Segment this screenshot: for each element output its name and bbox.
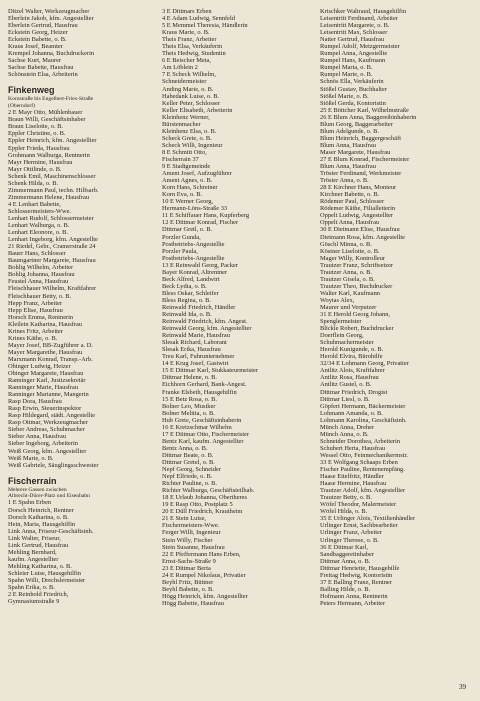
directory-entry: Dittmar Henriette, Hausgehilfe bbox=[320, 564, 400, 572]
directory-entry: Lenhart Walburga, o. B. bbox=[8, 222, 70, 230]
directory-entry: Marxmann Konrad, Transp.-Arb. bbox=[8, 355, 93, 363]
directory-entry: Reinwald Marie, Hausfrau bbox=[162, 332, 230, 340]
directory-entry: Wöfel Hilda, o. B. bbox=[320, 508, 368, 516]
directory-entry: Beyhl Fritz, Büttner bbox=[162, 578, 214, 586]
directory-entry: Ament Agnes, o. B. bbox=[162, 177, 213, 185]
directory-entry: Balling Hilde, o. B. bbox=[320, 585, 371, 593]
directory-entry: Blum Adelgunde, o. B. bbox=[320, 127, 379, 135]
directory-entry: 11 E Schiffauer Hans, Kupferberg bbox=[162, 212, 250, 220]
directory-entry: Mager Willy, Kontrolleur bbox=[320, 254, 386, 262]
directory-entry: Hepp Elise, Hausfrau bbox=[8, 306, 63, 314]
directory-entry: 8 E Schmitt Otto, bbox=[162, 148, 207, 156]
directory-entry: Rumpel Marie, o. B. bbox=[320, 71, 373, 79]
directory-entry: Hein, Maria, Hausgehilfin bbox=[8, 520, 76, 528]
directory-entry: Freitag Hedwig, Kontoristin bbox=[320, 571, 393, 579]
directory-entry: Theis Elsa, Verkäuferin bbox=[162, 43, 223, 51]
directory-entry: Ranninger Karl, Justizsekretär bbox=[8, 377, 86, 385]
directory-entry: Dittmar Helene, o. B. bbox=[162, 374, 218, 382]
directory-entry: Maurer und Verputzer bbox=[320, 303, 377, 311]
directory-entry: Nepf Elfriede, o. B. bbox=[162, 473, 213, 481]
directory-entry: Oppelt Anna, Hausfrau bbox=[320, 219, 380, 227]
directory-entry: Fleischhauer Betty, o. B. bbox=[8, 292, 72, 300]
directory-entry: Wöfel Theodor, Malermeister bbox=[320, 501, 397, 509]
directory-entry: 4 E Adam Ludwig, Sennfeld bbox=[162, 15, 235, 23]
directory-entry: Leisentritt Max, Schlosser bbox=[320, 29, 388, 37]
directory-entry: Bless Oskar, Schleifer bbox=[162, 289, 219, 297]
directory-entry: Antlitz Gustel, o. B. bbox=[320, 381, 372, 389]
directory-entry: Dittmar Liesl, o. B. bbox=[320, 395, 370, 403]
directory-entry: Ferger Willi, Ingenieur bbox=[162, 529, 221, 537]
directory-entry: Reinwald Georg, kfm. Angestellter bbox=[162, 325, 252, 333]
directory-entry: 14 E Krug Josef, Gastwirt bbox=[162, 360, 229, 368]
directory-entry: 30 E Dietmann Elise, Hausfrau bbox=[320, 226, 400, 234]
directory-entry: Dittmar Friedrich, Drogist bbox=[320, 388, 388, 396]
directory-entry: Anding Marie, o. B. bbox=[162, 85, 214, 93]
directory-entry: Horsch Emma, Rentnerin bbox=[8, 313, 74, 321]
directory-entry: Scheck Willi, Ingenieur bbox=[162, 141, 223, 149]
directory-entry: Bolner Leo, Musiker bbox=[162, 402, 216, 410]
directory-entry: Schneidermeister bbox=[162, 78, 207, 86]
directory-entry: Kleilein Katharina, Hausfrau bbox=[8, 320, 82, 328]
directory-entry: Doerflein Georg, bbox=[320, 332, 364, 340]
directory-entry: Rödemer Käthe, Filialleiterin bbox=[320, 205, 396, 213]
directory-entry: Eckstein Georg, Heizer bbox=[8, 29, 68, 37]
directory-entry: Eberlein Gertrud, Hausfrau bbox=[8, 22, 78, 30]
directory-entry: 15 E Dittmar Karl, Stukkateurmeister bbox=[162, 367, 259, 375]
directory-entry: Lenhart Eleonore, o. B. bbox=[8, 229, 68, 237]
directory-entry: Lohmann Karolina, Geschäftsinh. bbox=[320, 416, 407, 424]
directory-entry: 19 E Rasp Otto, Postplatz 5 bbox=[162, 501, 233, 509]
directory-entry: Bohlig Wilhelm, Arbeiter bbox=[8, 264, 74, 272]
directory-entry: 32/34 E Lohmann Georg, Privatier bbox=[320, 360, 409, 368]
directory-entry: Am Löblein 2 bbox=[162, 64, 198, 72]
directory-entry: Antlitz Rosa, Hausfrau bbox=[320, 374, 379, 382]
directory-entry: Eckstein Babette, o. B. bbox=[8, 36, 67, 44]
directory-entry: Porzler Gunda, bbox=[162, 233, 201, 241]
directory-entry: Lohmann Amanda, o. B. bbox=[320, 409, 383, 417]
directory-entry: Dittmar Gretl, o. B. bbox=[162, 226, 213, 234]
directory-entry: 5 E Memmel Theresia, Händlerin bbox=[162, 22, 248, 30]
directory-entry: Peters Hermann, Arbeiter bbox=[320, 599, 386, 607]
directory-entry: Sieber Ingeborg, Arbeiterin bbox=[8, 440, 78, 448]
directory-entry: Treu Karl, Fuhrunternehmer bbox=[162, 353, 235, 361]
directory-entry: Baumgartner Margarete, Hausfrau bbox=[8, 257, 96, 265]
directory-entry: Obinger Ludwig, Heizer bbox=[8, 362, 71, 370]
directory-entry: Braun Liselotte, o. B. bbox=[8, 123, 64, 131]
directory-entry: Reinwald Friedrich, Händler bbox=[162, 303, 236, 311]
street-description: Mehrere Gassen zwischen bbox=[8, 486, 67, 493]
directory-entry: 18 E Urlaub Johanna, Obertheres bbox=[162, 494, 248, 502]
directory-entry: Eppler Christine, o. B. bbox=[8, 130, 66, 138]
directory-entry: Gymnasiumstraße 9 bbox=[8, 598, 60, 606]
directory-entry: Mayr Ottilinde, o. B. bbox=[8, 165, 62, 173]
directory-entry: 17 E Dittmar Otto, Fischermeister bbox=[162, 430, 250, 438]
directory-entry: Urlinger Therese, o. B. bbox=[320, 536, 379, 544]
directory-entry: Rumpel Adolf, Metzgermeister bbox=[320, 43, 400, 51]
column-left bbox=[8, 8, 160, 605]
directory-entry: 9 E Stadtgemeinde bbox=[162, 163, 211, 171]
directory-entry: Rasp Dora, Hausfrau bbox=[8, 398, 62, 406]
directory-entry: Mayer Josef, BB-Zugführer a. D. bbox=[8, 341, 94, 349]
directory-entry: Bürstenmacher bbox=[162, 120, 201, 128]
directory-entry: Kraus Josef, Beamter bbox=[8, 43, 63, 51]
directory-entry: 15 E Betz Rosa, o. B. bbox=[162, 395, 218, 403]
directory-entry: 4 E Lenhart Babette, bbox=[8, 200, 61, 208]
directory-entry: Lenhart Ingeborg, kfm. Angestellte bbox=[8, 236, 98, 244]
directory-entry: Beyhl Babette, o. B. bbox=[162, 585, 214, 593]
directory-entry: Rumpel Anna, Angestellte bbox=[320, 50, 388, 58]
directory-entry: Högg Babette, Hausfrau bbox=[162, 599, 224, 607]
directory-entry: Dorsch Heinrich, Rentner bbox=[8, 506, 74, 514]
directory-entry: Lenhart Rudolf, Schlossermeister bbox=[8, 214, 94, 222]
directory-entry: 16 E Kretzschmar Wilhelm bbox=[162, 423, 232, 431]
directory-entry: Beck Lydia, o. B. bbox=[162, 282, 207, 290]
directory-entry: Ranninger Marianne, Mangerin bbox=[8, 391, 89, 399]
directory-entry: Beck Alfred, Landwirt bbox=[162, 275, 220, 283]
directory-entry: Bentz Karl, kaufm. Angestellter bbox=[162, 437, 244, 445]
directory-entry: Braun Willi, Geschäftsinhaber bbox=[8, 116, 86, 124]
directory-entry: Dittmar Beate, o. B. bbox=[162, 451, 214, 459]
directory-entry: Mayr Hermine, Hausfrau bbox=[8, 158, 73, 166]
directory-entry: 13 E Reinwald Georg, Packer bbox=[162, 261, 239, 269]
directory-entry: Fischermeisters-Wwe. bbox=[162, 522, 220, 530]
directory-entry: Korn Eva, o. B. bbox=[162, 191, 203, 199]
directory-entry: Reinwald Friedrich, kfm. Angest. bbox=[162, 318, 248, 326]
directory-entry: Mehling Katharina, o. B. bbox=[8, 562, 72, 570]
directory-entry: 12 E Dittmar Konrad, Fischer bbox=[162, 219, 239, 227]
directory-entry: 7 E Scheck Wilhelm, bbox=[162, 71, 216, 79]
column-middle bbox=[162, 8, 314, 607]
directory-entry: Urlinger Franz, Arbeiter bbox=[320, 529, 382, 537]
directory-entry: Schenk Emil, Maschinenschlosser bbox=[8, 172, 96, 180]
directory-entry: Rasp Hildegard, städt. Angestellte bbox=[8, 412, 96, 420]
directory-entry: Rasp Erwin, Steuerinspektor bbox=[8, 405, 82, 413]
directory-entry: 33 E Wolfgang Schaaps Erben bbox=[320, 459, 398, 466]
directory-entry: 31 E Herold Georg Johann, bbox=[320, 311, 390, 319]
directory-entry: Stößel Gustav, Buchhalter bbox=[320, 85, 387, 93]
directory-entry: Kleinhenz Werner, bbox=[162, 113, 210, 121]
directory-entry: Sieber Anna, Hausfrau bbox=[8, 433, 67, 441]
directory-entry: Bohlig Johanna, Hausfrau bbox=[8, 271, 75, 279]
directory-entry: Theis Hedwig, Studentin bbox=[162, 50, 226, 58]
directory-entry: Fischerrain 37 bbox=[162, 155, 199, 163]
directory-entry: 2 E Reinhold Friedrich, bbox=[8, 591, 69, 599]
directory-entry: Hofmann Anna, Rentnerin bbox=[320, 592, 388, 600]
directory-entry: Högg Heinrich, kfm. Angestellter bbox=[162, 592, 248, 600]
directory-entry: Münch Anna, Dreher bbox=[320, 423, 375, 431]
directory-entry: 20 E Düll Friedrich, Krautheim bbox=[162, 508, 243, 516]
directory-entry: Herold Elvira, Bürohilfe bbox=[320, 353, 383, 361]
directory-entry: Postbetriebs-Angestellte bbox=[162, 240, 225, 248]
directory-entry: Krines Fritz, Arbeiter bbox=[8, 327, 63, 335]
directory-entry: Trautzer Gisela, o. B. bbox=[320, 275, 375, 283]
directory-entry: Trautzer Theo, Buchdrucker bbox=[320, 282, 393, 290]
directory-entry: Blum Anna, Hausfrau bbox=[320, 141, 376, 149]
directory-entry: Spahn Erika, o. B. bbox=[8, 584, 55, 592]
directory-entry: Mehling Bernhard, bbox=[8, 548, 57, 556]
directory-entry: Stein Susanne, Hausfrau bbox=[162, 543, 225, 551]
directory-entry: Kirchner Babette, o. B. bbox=[320, 191, 380, 199]
directory-entry: Trautzer Betty, o. B. bbox=[320, 494, 372, 502]
directory-entry: Leisentritt Margarete, o. B. bbox=[320, 22, 390, 30]
directory-entry: Keller Elisabeth, Arbeiterin bbox=[162, 106, 233, 114]
directory-entry: Bauer Hans, Schlosser bbox=[8, 250, 66, 258]
directory-entry: Bolner Melitta, o. B. bbox=[162, 409, 215, 417]
column-right bbox=[320, 8, 472, 607]
directory-entry: 27 E Blum Konrad, Fischermeister bbox=[320, 155, 410, 163]
directory-entry: Richter Pauline, o. B. bbox=[162, 480, 218, 488]
directory-entry: Stößel Gerda, Kontoristin bbox=[320, 99, 386, 107]
directory-entry: Grohmann Walburga, Rentnerin bbox=[8, 151, 90, 159]
directory-entry: Blum Heinrich, Baggergeschäft bbox=[320, 134, 401, 142]
directory-entry: 6 E Beischer Meta, bbox=[162, 57, 211, 65]
directory-entry: 37 E Balling Franz, Rentner bbox=[320, 578, 392, 586]
directory-entry: Postbetriebs-Angestellte bbox=[162, 254, 225, 262]
directory-entry: Habedank Luise, o. B. bbox=[162, 92, 220, 100]
directory-entry: Franke Elsbeth, Hausgehilfin bbox=[162, 388, 237, 396]
directory-entry: Oppelt Ludwig, Angestellter bbox=[320, 212, 393, 220]
directory-entry: Dorsch Katharina, o. B. bbox=[8, 513, 69, 521]
directory-entry: Sachse Babette, Hausfrau bbox=[8, 64, 74, 72]
directory-entry: Eppler Frieda, Hausfrau bbox=[8, 144, 70, 152]
directory-entry: Kraus Marie, o. B. bbox=[162, 29, 210, 37]
directory-entry: Antlitz Alois, Kraftfahrer bbox=[320, 367, 385, 375]
directory-entry: Herold Kunigunde, o. B. bbox=[320, 346, 384, 354]
directory-entry: Korn Hans, Schreiner bbox=[162, 184, 218, 192]
directory-entry: Walter Karl, Kaufmann bbox=[320, 289, 380, 297]
directory-entry: Bentz Anna, o. B. bbox=[162, 444, 208, 452]
directory-entry: Scheck Grete, o. B. bbox=[162, 134, 212, 142]
directory-entry: Link Gertrud, Hausfrau bbox=[8, 541, 69, 549]
directory-entry: Blum Georg, Baggerarbeiter bbox=[320, 120, 393, 128]
directory-entry: Ament Josef, Aufzugführer bbox=[162, 170, 232, 178]
directory-entry: Mayer Margarethe, Hausfrau bbox=[8, 348, 83, 356]
directory-entry: Ranninger Marie, Hausfrau bbox=[8, 384, 79, 392]
directory-entry: Theis Franz, Arbeiter bbox=[162, 36, 217, 44]
directory-entry: Natter Gertrud, Hausfrau bbox=[320, 36, 385, 44]
directory-entry: Trautzer Franz, Schriftsetzer bbox=[320, 261, 394, 269]
directory-entry: 21 E Stein Luise, bbox=[162, 515, 207, 523]
directory-entry: 24 E Rumpel Nikolaus, Privatier bbox=[162, 571, 246, 579]
directory-entry: Nepf Georg, Schneider bbox=[162, 466, 221, 474]
directory-entry: Schubert Herta, Hausfrau bbox=[320, 444, 386, 452]
directory-entry: Dittmar Anna, o. B. bbox=[320, 557, 371, 565]
directory-entry: Göschl Minna, o. B. bbox=[320, 240, 372, 248]
directory-entry: Richter Walburga, Geschäftsteilhab. bbox=[162, 487, 255, 495]
directory-entry: Schlossermeisters-Wwe. bbox=[8, 207, 72, 215]
directory-entry: Fischer Pauline, Rentenempfäng. bbox=[320, 466, 405, 474]
directory-entry: 2 E Mayr Otto, Mühlenbauer bbox=[8, 109, 83, 117]
directory-entry: Ernst-Sachs-Straße 9 bbox=[162, 557, 216, 565]
directory-entry: Slesak Richard, Laborant bbox=[162, 339, 227, 347]
directory-entry: Leisentritt Ferdinand, Arbeiter bbox=[320, 15, 398, 23]
directory-entry: 35 E Urlinger Alois, Textilienhändler bbox=[320, 515, 416, 523]
directory-entry: Krischker Waltraud, Hausgehilfin bbox=[320, 8, 407, 15]
directory-entry: Fleischhauer Wilhelm, Kraftfahrer bbox=[8, 285, 97, 293]
directory-entry: 10 E Werner Georg, bbox=[162, 198, 214, 206]
directory-entry: Köstner Liselotte, o. B. bbox=[320, 247, 380, 255]
directory-entry: Eppler Heinrich, kfm. Angestellter bbox=[8, 137, 97, 145]
directory-entry: Urlinger Ernst, Sachbearbeiter bbox=[320, 522, 398, 530]
directory-entry: Feustel Anna, Hausfrau bbox=[8, 278, 69, 286]
directory-entry: Hermann-Löns-Straße 33 bbox=[162, 205, 228, 213]
directory-entry: Obinger Margarete, Hausfrau bbox=[8, 370, 84, 378]
directory-entry: 21 Riedel, Gebr., Cramerstraße 24 bbox=[8, 243, 96, 251]
directory-entry: Rumpel Maria, o. B. bbox=[320, 64, 373, 72]
directory-entry: Rasp Ottmar, Werkzeugmacher bbox=[8, 419, 88, 427]
directory-entry: Haase Hermine, Hausfrau bbox=[320, 480, 387, 488]
directory-entry: kaufm. Angestellter bbox=[8, 555, 59, 563]
directory-entry: Hub Grete, Geschäftsinhaberin bbox=[162, 416, 242, 424]
directory-entry: Stein Willy, Fischer bbox=[162, 536, 213, 544]
directory-entry: 28 E Kirchner Hans, Monteur bbox=[320, 184, 397, 192]
directory-entry: 22 E Pfeffermann Hans Erben, bbox=[162, 550, 241, 558]
directory-entry: Weiß Georg, kfm. Angestellter bbox=[8, 447, 87, 455]
directory-entry: Maser Margarete, Hausfrau bbox=[320, 148, 391, 156]
directory-entry: Blum Anna, Hausfrau bbox=[320, 163, 376, 171]
directory-entry: Slesak Erika, Hausfrau bbox=[162, 346, 221, 354]
directory-entry: Stößel Marie, o. B. bbox=[320, 92, 369, 100]
directory-entry: Haase Eitelfritz, Händler bbox=[320, 473, 384, 481]
directory-entry: Schuhmachermeister bbox=[320, 339, 374, 347]
street-description: Albrecht-Dürer-Platz und Eisenbahn bbox=[8, 493, 90, 500]
directory-entry: Eichhorn Gerhard, Bank-Angest. bbox=[162, 381, 247, 389]
directory-entry: Keller Peter, Schlosser bbox=[162, 99, 221, 107]
directory-entry: Trautzer Anna, o. B. bbox=[320, 268, 372, 276]
directory-entry: Dietmann Rosa, kfm. Angestellte bbox=[320, 233, 406, 241]
directory-entry: Spenglermeister bbox=[320, 318, 362, 326]
directory-entry: Link Anna, Friseur-Geschäftsinh. bbox=[8, 527, 94, 535]
directory-entry: Weiß Marie, o. B. bbox=[8, 454, 54, 462]
directory-entry: Tröster Anna, o. B. bbox=[320, 177, 369, 185]
directory-entry: Schönstein Elsa, Arbeiterin bbox=[8, 71, 78, 79]
directory-entry: Blickle Robert, Buchdrucker bbox=[320, 325, 394, 333]
directory-entry: 36 E Dittmar Karl, bbox=[320, 543, 368, 551]
directory-entry: 23 E Dittmar Berta bbox=[162, 564, 211, 572]
directory-entry: Reinwald Ida, o. B. bbox=[162, 311, 212, 319]
directory-entry: Sieber Andreas, Schuhmacher bbox=[8, 426, 85, 434]
directory-entry: Wessel Otto, Feinmechanikermstr. bbox=[320, 451, 408, 459]
directory-entry: Dittmar Gretel, o. B. bbox=[162, 459, 215, 466]
directory-entry: Schenk Hilda, o. B. bbox=[8, 179, 59, 187]
directory-entry: Münch Anna, o. B. bbox=[320, 430, 369, 438]
directory-entry: Ditzel Walter, Werkzeugmacher bbox=[8, 8, 90, 15]
directory-entry: Kleinhenz Elsa, o. B. bbox=[162, 127, 217, 135]
directory-entry: Porzler Paula, bbox=[162, 247, 198, 255]
directory-entry: Sandbaggereiinhaber bbox=[320, 550, 374, 558]
directory-entry: Tröster Ferdinand, Werkmeister bbox=[320, 170, 402, 178]
directory-entry: Eberlein Jakob, kfm. Angestellter bbox=[8, 15, 94, 23]
directory-entry: Schleier Luise, Hausgehilfin bbox=[8, 569, 81, 577]
directory-entry: Trautzer Adolf, kfm. Angestellter bbox=[320, 487, 406, 495]
directory-entry: Bayer Konrad, Altrentner bbox=[162, 268, 228, 276]
street-heading: Finkenweg bbox=[8, 85, 55, 96]
directory-entry: 25 E Böttcher Karl, Wilhelmstraße bbox=[320, 106, 409, 114]
street-heading: Fischerrain bbox=[8, 475, 57, 486]
directory-entry: Rödemer Paul, Schlosser bbox=[320, 198, 385, 206]
directory-entry: Bless Regina, o. B. bbox=[162, 296, 211, 304]
directory-entry: Spahn Willi, Drechslermeister bbox=[8, 577, 86, 584]
directory-entry: Hepp Franz, Arbeiter bbox=[8, 299, 63, 307]
directory-entry: Woytas Alex, bbox=[320, 296, 355, 304]
directory-entry: Rumpel Hans, Kaufmann bbox=[320, 57, 386, 65]
directory-entry: 3 E Dittmars Erben bbox=[162, 8, 212, 15]
directory-entry: Zimmermann Paul, techn. Hilfsarb. bbox=[8, 186, 99, 194]
directory-entry: Krempel Johanna, Buchdruckerin bbox=[8, 50, 95, 58]
directory-entry: Göpfert Hermann, Bäckermeister bbox=[320, 402, 406, 410]
street-description: Kornstraße bis Engelbert-Fries-Straße bbox=[8, 96, 94, 103]
directory-entry: Zimmermann Helene, Hausfrau bbox=[8, 193, 90, 201]
page-number: 39 bbox=[459, 683, 466, 691]
directory-entry: 26 E Blum Anna, Baggereibinhaberin bbox=[320, 113, 417, 121]
directory-entry: Link Walter, Friseur, bbox=[8, 534, 61, 542]
street-description: (Oberndorf) bbox=[8, 102, 36, 109]
directory-entry: Krines Käthe, o. B. bbox=[8, 334, 58, 342]
directory-entry: Schnös Ella, Verkäuferin bbox=[320, 78, 384, 86]
directory-entry: Schneider Dorothea, Arbeiterin bbox=[320, 437, 401, 445]
directory-entry: Sachse Kurt, Maurer bbox=[8, 57, 62, 65]
directory-entry: Weiß Gabriele, Säuglingsschwester bbox=[8, 461, 99, 469]
directory-entry: 1 E Spahn Erben bbox=[8, 499, 52, 507]
